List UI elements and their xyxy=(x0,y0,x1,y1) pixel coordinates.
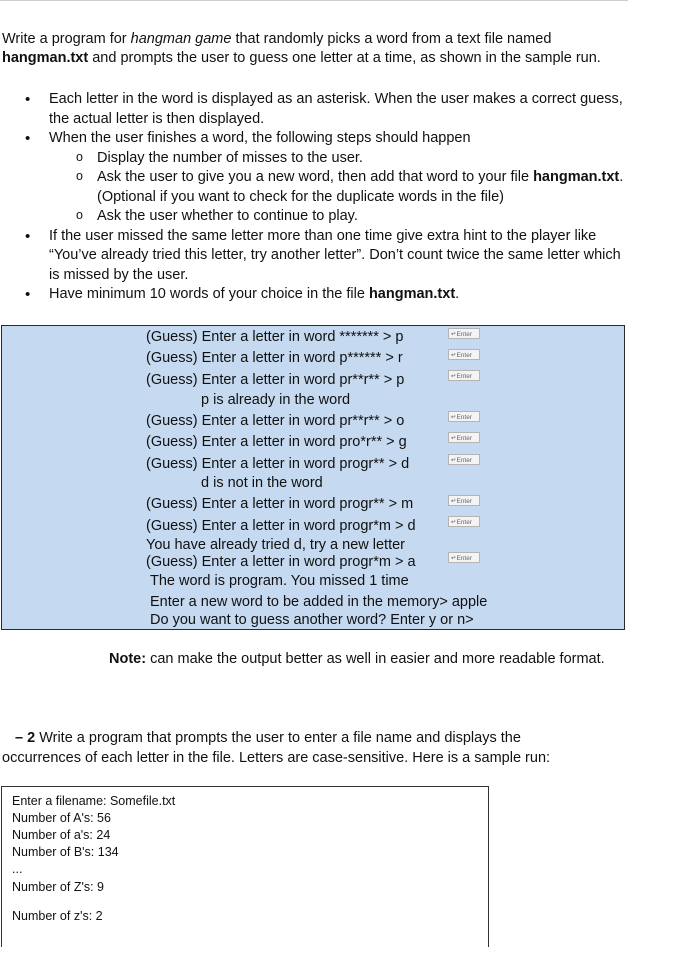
bullet-text: Have minimum 10 words of your choice in the file xyxy=(49,286,369,302)
sample-line: Number of A's: 56 xyxy=(12,811,111,825)
console-line: You have already tried d, try a new letter xyxy=(146,537,406,553)
enter-key-icon: ↵Enter xyxy=(448,349,480,360)
sample-line: Number of B's: 134 xyxy=(12,845,119,859)
requirements-list xyxy=(24,90,624,305)
question-text-2: occurrences of each letter in the file. Letters are case-sensitive. Here is a sample run: xyxy=(2,749,551,766)
sample-line: Number of Z's: 9 xyxy=(12,880,104,894)
bullet-text: When the user finishes a word, the following steps should happen xyxy=(49,130,471,146)
sub-list xyxy=(49,149,624,227)
console-line: (Guess) Enter a letter in word pr**r** > p xyxy=(146,372,405,388)
intro-paragraph xyxy=(2,30,642,68)
console-line: (Guess) Enter a letter in word ******* > p xyxy=(146,329,404,345)
intro-filename: hangman.txt xyxy=(2,50,89,66)
bullet-repeat-miss xyxy=(24,227,624,286)
sample-line: Number of z's: 2 xyxy=(12,909,103,923)
intro-italic: hangman game xyxy=(130,31,232,47)
sub-item-misses xyxy=(75,149,624,169)
console-line: p is already in the word xyxy=(201,392,351,408)
sub-item-new-word xyxy=(75,168,624,207)
bullet-minimum-words xyxy=(24,285,624,305)
enter-key-icon: ↵Enter xyxy=(448,411,480,422)
console-line: d is not in the word xyxy=(201,475,323,491)
bullet-text: Each letter in the word is displayed as an asterisk. When the user makes a correct guess, the actual letter is then displayed. xyxy=(49,91,623,127)
enter-key-icon: ↵Enter xyxy=(448,432,480,443)
intro-text-3: and prompts the user to guess one letter at a time, as shown in the sample run. xyxy=(88,50,601,66)
console-line: (Guess) Enter a letter in word progr** > m xyxy=(146,496,414,512)
sub-item-continue xyxy=(75,207,624,227)
sub-item-text: Ask the user whether to continue to play. xyxy=(97,208,358,224)
console-line: The word is program. You missed 1 time xyxy=(150,573,409,589)
sub-item-filename: hangman.txt xyxy=(533,169,620,185)
console-line: (Guess) Enter a letter in word p****** > r xyxy=(146,350,403,366)
console-line: Do you want to guess another word? Enter y or n> xyxy=(150,612,474,628)
console-line: (Guess) Enter a letter in word progr*m > a xyxy=(146,554,416,570)
note-text: can make the output better as well in easier and more readable format. xyxy=(146,651,605,667)
console-line: (Guess) Enter a letter in word pr**r** > o xyxy=(146,413,405,429)
note-label: Note: xyxy=(109,651,147,667)
enter-key-icon: ↵Enter xyxy=(448,370,480,381)
question-2 xyxy=(2,729,642,768)
sample-line: Number of a's: 24 xyxy=(12,828,111,842)
top-divider xyxy=(0,0,628,1)
sub-item-text: Ask the user to give you a new word, then add that word to your file xyxy=(97,169,534,185)
sample-line: ... xyxy=(12,862,23,876)
enter-key-icon: ↵Enter xyxy=(448,552,480,563)
enter-key-icon: ↵Enter xyxy=(448,516,480,527)
console-line: Enter a new word to be added in the memory> apple xyxy=(150,594,488,610)
bullet-text: If the user missed the same letter more than one time give extra hint to the player like “You’ve already tried this letter, try another letter”. Don’t count twice the same letter which is missed by the user. xyxy=(49,227,621,283)
bullet-filename: hangman.txt xyxy=(368,286,456,302)
intro-text-2: that randomly picks a word from a text file named xyxy=(231,31,552,47)
sub-item-text: . (Optional if you want to check for the duplicate words in the file) xyxy=(97,169,624,205)
sub-item-text: Display the number of misses to the user. xyxy=(97,149,363,166)
sample-run-box xyxy=(1,786,489,947)
console-line: (Guess) Enter a letter in word pro*r** > g xyxy=(146,434,407,450)
enter-key-icon: ↵Enter xyxy=(448,328,480,339)
bullet-asterisk xyxy=(24,90,624,129)
sample-line: Enter a filename: Somefile.txt xyxy=(12,794,176,808)
bullet-finish-word xyxy=(24,129,624,227)
bullet-text: . xyxy=(455,286,460,302)
question-text-1: Write a program that prompts the user to enter a file name and displays the xyxy=(35,730,521,746)
note-paragraph xyxy=(109,651,605,667)
console-line: (Guess) Enter a letter in word progr*m > d xyxy=(146,518,416,534)
enter-key-icon: ↵Enter xyxy=(448,454,480,465)
intro-text-1: Write a program for xyxy=(2,31,131,47)
sample-run-console xyxy=(1,325,625,630)
console-line: (Guess) Enter a letter in word progr** > d xyxy=(146,456,410,472)
question-number: – 2 xyxy=(15,730,36,746)
enter-key-icon: ↵Enter xyxy=(448,495,480,506)
